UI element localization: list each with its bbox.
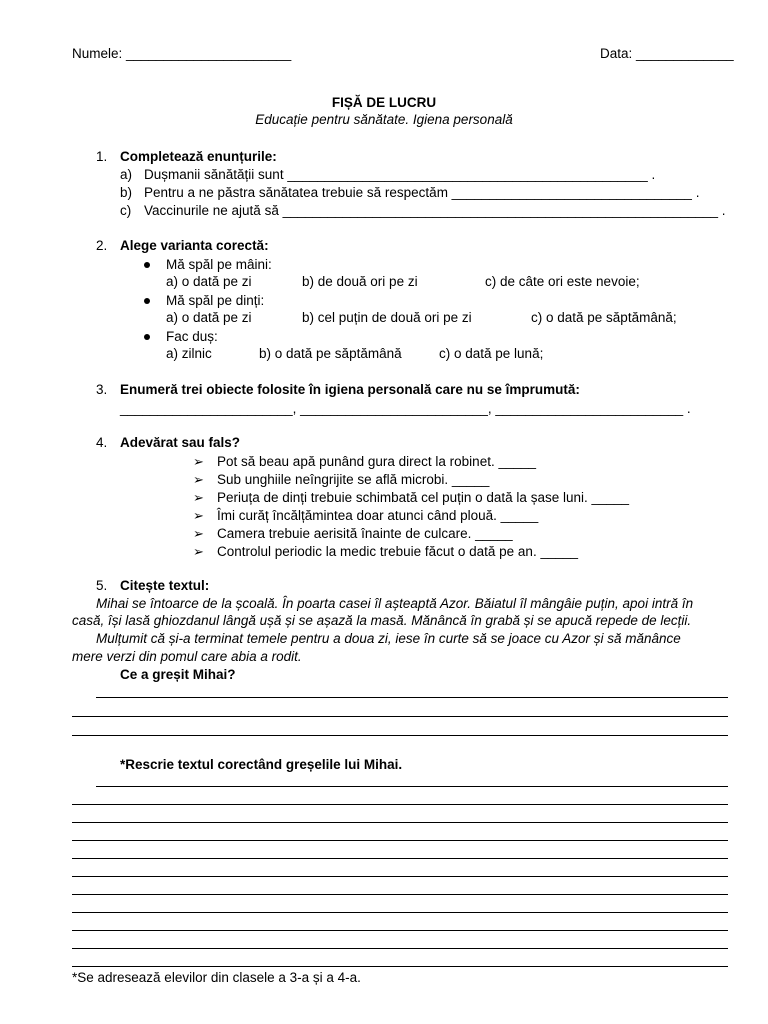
- q4-item-6: Controlul periodic la medic trebuie făcut o dată pe an. _____: [217, 544, 578, 559]
- q5-title: Citește textul:: [120, 578, 210, 593]
- answer-line[interactable]: [72, 822, 728, 823]
- arrow-bullet-icon: ➢: [193, 490, 204, 505]
- arrow-bullet-icon: ➢: [193, 472, 204, 487]
- q5-text-line-3: Mulțumit că și-a terminat temele pentru a doua zi, iese în curte să se joace cu Azor și să mănânce: [96, 631, 681, 646]
- q2-option-3a: a) zilnic: [166, 346, 212, 361]
- q5-number: 5.: [96, 578, 108, 593]
- q4-item-5: Camera trebuie aerisită înainte de culcare. _____: [217, 526, 513, 541]
- date-field-label: Data: _____________: [600, 46, 734, 61]
- q2-option-3b: b) o dată pe săptămână: [259, 346, 402, 361]
- q5-question: Ce a greșit Mihai?: [120, 667, 236, 682]
- list-bullet: [144, 293, 150, 309]
- q2-option-2a: a) o dată pe zi: [166, 310, 252, 325]
- q1-letter-b: b): [120, 185, 133, 200]
- q5-text-line-2: casă, își lasă ghiozdanul lângă ușă și se așază la masă. Mănâncă în grabă și se apucă repede de lecții.: [72, 613, 692, 628]
- q1-item-b: Pentru a ne păstra sănătatea trebuie să respectăm ________________________________ .: [144, 185, 700, 200]
- q2-number: 2.: [96, 238, 108, 253]
- q4-item-2: Sub unghiile neîngrijite se află microbi. _____: [217, 472, 490, 487]
- worksheet-subtitle: Educație pentru sănătate. Igiena personală: [255, 112, 513, 127]
- q4-item-4: Îmi curăț încălțămintea doar atunci când plouă. _____: [217, 508, 539, 523]
- q1-number: 1.: [96, 149, 108, 164]
- q4-item-3: Periuța de dinți trebuie schimbată cel puțin o dată la șase luni. _____: [217, 490, 630, 505]
- q4-item-1: Pot să beau apă punând gura direct la robinet. _____: [217, 454, 536, 469]
- answer-line[interactable]: [72, 735, 728, 736]
- rewrite-instruction: *Rescrie textul corectând greșelile lui Mihai.: [120, 757, 403, 772]
- answer-line[interactable]: [72, 840, 728, 841]
- q2-stem-1: Mă spăl pe mâini:: [166, 257, 272, 272]
- q2-option-1b: b) de două ori pe zi: [302, 274, 418, 289]
- answer-line[interactable]: [72, 930, 728, 931]
- q5-text-line-4: mere verzi din pomul care abia a rodit.: [72, 649, 302, 664]
- q2-option-2b: b) cel puțin de două ori pe zi: [302, 310, 472, 325]
- answer-line[interactable]: [96, 786, 728, 787]
- q1-title: Completează enunțurile:: [120, 149, 277, 164]
- answer-line[interactable]: [96, 697, 728, 698]
- arrow-bullet-icon: ➢: [193, 508, 204, 523]
- answer-line[interactable]: [72, 894, 728, 895]
- arrow-bullet-icon: ➢: [193, 526, 204, 541]
- answer-line[interactable]: [72, 804, 728, 805]
- answer-line[interactable]: [72, 858, 728, 859]
- q1-item-a: Dușmanii sănătății sunt ________________________________________________ .: [144, 167, 656, 182]
- answer-line[interactable]: [72, 876, 728, 877]
- q4-number: 4.: [96, 435, 108, 450]
- answer-line[interactable]: [72, 716, 728, 717]
- footnote: *Se adresează elevilor din clasele a 3-a și a 4-a.: [72, 970, 361, 985]
- q2-stem-2: Mă spăl pe dinți:: [166, 293, 265, 308]
- q3-number: 3.: [96, 382, 108, 397]
- answer-line[interactable]: [72, 912, 728, 913]
- list-bullet: [144, 329, 150, 345]
- q2-option-1c: c) de câte ori este nevoie;: [485, 274, 640, 289]
- answer-line[interactable]: [72, 966, 728, 967]
- q2-option-3c: c) o dată pe lună;: [439, 346, 544, 361]
- name-field-label: Numele: ______________________: [72, 46, 292, 61]
- q3-title: Enumeră trei obiecte folosite în igiena personală care nu se împrumută:: [120, 382, 580, 397]
- arrow-bullet-icon: ➢: [193, 544, 204, 559]
- q4-title: Adevărat sau fals?: [120, 435, 241, 450]
- answer-line[interactable]: [72, 948, 728, 949]
- q3-answer-line: _______________________, _________________________, _________________________ .: [120, 401, 691, 416]
- arrow-bullet-icon: ➢: [193, 454, 204, 469]
- q5-text-line-1: Mihai se întoarce de la școală. În poarta casei îl așteaptă Azor. Băiatul îl mângâie puțin, apoi intră în: [96, 596, 694, 611]
- q2-title: Alege varianta corectă:: [120, 238, 269, 253]
- q1-letter-a: a): [120, 167, 133, 182]
- q2-stem-3: Fac duș:: [166, 329, 218, 344]
- q2-option-2c: c) o dată pe săptămână;: [531, 310, 677, 325]
- worksheet-title: FIȘĂ DE LUCRU: [331, 95, 437, 110]
- q1-item-c: Vaccinurile ne ajută să __________________________________________________________ .: [144, 203, 726, 218]
- q1-letter-c: c): [120, 203, 132, 218]
- q2-option-1a: a) o dată pe zi: [166, 274, 252, 289]
- list-bullet: [144, 257, 150, 273]
